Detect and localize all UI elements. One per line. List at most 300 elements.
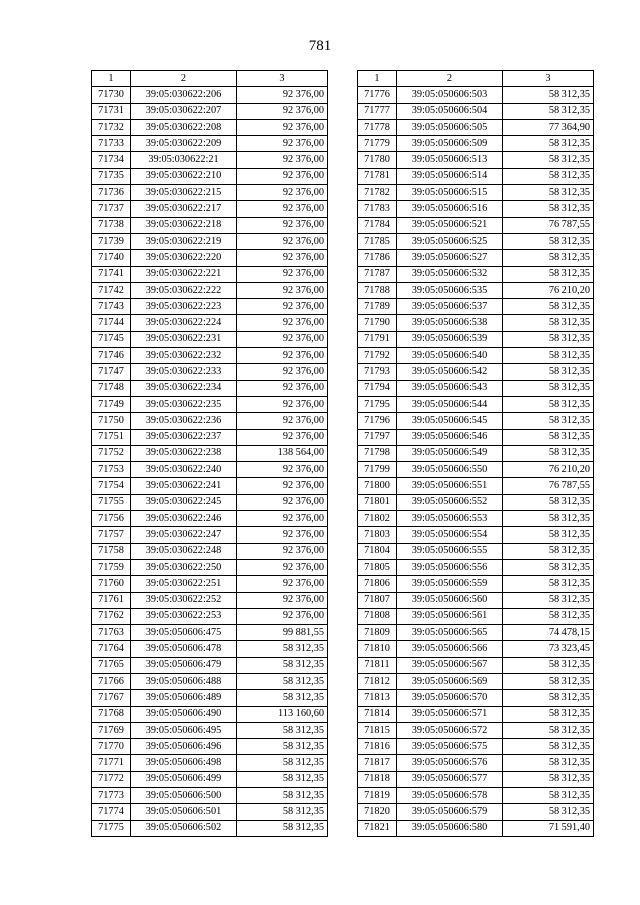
cadastral-value: 58 312,35 [503, 576, 594, 592]
row-number: 71765 [92, 657, 131, 673]
cadastral-number: 39:05:050606:570 [397, 690, 503, 706]
row-number: 71812 [358, 673, 397, 689]
table-row [358, 608, 594, 624]
row-number: 71775 [92, 820, 131, 836]
cadastral-number: 39:05:050606:580 [397, 820, 503, 836]
row-number: 71734 [92, 152, 131, 168]
cadastral-number: 39:05:050606:560 [397, 592, 503, 608]
table-row [92, 592, 328, 608]
row-number: 71800 [358, 478, 397, 494]
cadastral-value: 92 376,00 [237, 185, 328, 201]
cadastral-number: 39:05:030622:223 [131, 299, 237, 315]
cadastral-value: 138 564,00 [237, 445, 328, 461]
cadastral-value: 92 376,00 [237, 380, 328, 396]
cadastral-value: 92 376,00 [237, 299, 328, 315]
cadastral-number: 39:05:030622:218 [131, 217, 237, 233]
cadastral-value: 58 312,35 [503, 348, 594, 364]
cadastral-value: 92 376,00 [237, 250, 328, 266]
row-number: 71747 [92, 364, 131, 380]
cadastral-number: 39:05:030622:237 [131, 429, 237, 445]
table-row [358, 152, 594, 168]
cadastral-value: 92 376,00 [237, 168, 328, 184]
row-number: 71789 [358, 299, 397, 315]
cadastral-number: 39:05:050606:539 [397, 331, 503, 347]
row-number: 71798 [358, 445, 397, 461]
cadastral-value: 92 376,00 [237, 103, 328, 119]
table-row [92, 673, 328, 689]
row-number: 71821 [358, 820, 397, 836]
cadastral-value: 74 478,15 [503, 625, 594, 641]
cadastral-value: 77 364,90 [503, 119, 594, 135]
cadastral-number: 39:05:050606:488 [131, 673, 237, 689]
row-number: 71818 [358, 771, 397, 787]
cadastral-number: 39:05:050606:478 [131, 641, 237, 657]
row-number: 71757 [92, 527, 131, 543]
cadastral-value: 58 312,35 [237, 641, 328, 657]
cadastral-value: 58 312,35 [503, 250, 594, 266]
header-row [358, 71, 594, 87]
table-row [92, 380, 328, 396]
cadastral-number: 39:05:030622:206 [131, 87, 237, 103]
row-number: 71816 [358, 739, 397, 755]
row-number: 71756 [92, 511, 131, 527]
cadastral-number: 39:05:030622:251 [131, 576, 237, 592]
cadastral-value: 92 376,00 [237, 592, 328, 608]
cadastral-value: 92 376,00 [237, 462, 328, 478]
cadastral-number: 39:05:050606:515 [397, 185, 503, 201]
table-row [358, 299, 594, 315]
cadastral-number: 39:05:050606:576 [397, 755, 503, 771]
cadastral-value: 58 312,35 [237, 739, 328, 755]
cadastral-number: 39:05:030622:235 [131, 396, 237, 412]
cadastral-number: 39:05:030622:233 [131, 364, 237, 380]
row-number: 71813 [358, 690, 397, 706]
table-row [92, 445, 328, 461]
row-number: 71763 [92, 625, 131, 641]
cadastral-number: 39:05:050606:556 [397, 559, 503, 575]
cadastral-value: 58 312,35 [503, 804, 594, 820]
cadastral-value: 58 312,35 [503, 429, 594, 445]
table-row [358, 690, 594, 706]
table-row [92, 217, 328, 233]
cadastral-value: 58 312,35 [503, 543, 594, 559]
table-row [358, 413, 594, 429]
row-number: 71732 [92, 119, 131, 135]
row-number: 71773 [92, 788, 131, 804]
table-row [358, 657, 594, 673]
cadastral-value: 58 312,35 [503, 494, 594, 510]
cadastral-value: 58 312,35 [237, 657, 328, 673]
cadastral-number: 39:05:050606:516 [397, 201, 503, 217]
cadastral-number: 39:05:030622:245 [131, 494, 237, 510]
row-number: 71782 [358, 185, 397, 201]
table-row [358, 233, 594, 249]
row-number: 71752 [92, 445, 131, 461]
table-row [358, 673, 594, 689]
cadastral-number: 39:05:050606:501 [131, 804, 237, 820]
cadastral-number: 39:05:050606:504 [397, 103, 503, 119]
table-row [92, 429, 328, 445]
row-number: 71755 [92, 494, 131, 510]
table-row [358, 445, 594, 461]
table-row [358, 250, 594, 266]
row-number: 71814 [358, 706, 397, 722]
table-row [358, 185, 594, 201]
row-number: 71776 [358, 87, 397, 103]
table-row [358, 201, 594, 217]
table-row [92, 233, 328, 249]
row-number: 71737 [92, 201, 131, 217]
cadastral-value: 92 376,00 [237, 331, 328, 347]
cadastral-value: 58 312,35 [503, 445, 594, 461]
cadastral-number: 39:05:030622:209 [131, 136, 237, 152]
cadastral-value: 58 312,35 [503, 413, 594, 429]
cadastral-number: 39:05:030622:232 [131, 348, 237, 364]
table-row [92, 266, 328, 282]
table-row [92, 804, 328, 820]
row-number: 71777 [358, 103, 397, 119]
row-number: 71784 [358, 217, 397, 233]
table-row [358, 706, 594, 722]
cadastral-number: 39:05:030622:238 [131, 445, 237, 461]
cadastral-value: 76 787,55 [503, 478, 594, 494]
table-row [358, 559, 594, 575]
cadastral-value: 58 312,35 [503, 380, 594, 396]
cadastral-value: 58 312,35 [503, 706, 594, 722]
cadastral-value: 58 312,35 [503, 592, 594, 608]
table-row [92, 788, 328, 804]
table-row [358, 739, 594, 755]
cadastral-number: 39:05:050606:513 [397, 152, 503, 168]
cadastral-value: 58 312,35 [503, 185, 594, 201]
row-number: 71820 [358, 804, 397, 820]
row-number: 71792 [358, 348, 397, 364]
table-row [358, 755, 594, 771]
row-number: 71805 [358, 559, 397, 575]
row-number: 71753 [92, 462, 131, 478]
row-number: 71781 [358, 168, 397, 184]
row-number: 71817 [358, 755, 397, 771]
cadastral-value: 58 312,35 [503, 559, 594, 575]
cadastral-value: 92 376,00 [237, 136, 328, 152]
cadastral-value: 58 312,35 [503, 168, 594, 184]
cadastral-number: 39:05:050606:544 [397, 396, 503, 412]
cadastral-number: 39:05:050606:571 [397, 706, 503, 722]
cadastral-number: 39:05:050606:578 [397, 788, 503, 804]
table-row [358, 266, 594, 282]
table-row [358, 478, 594, 494]
table-row [358, 462, 594, 478]
cadastral-value: 76 210,20 [503, 462, 594, 478]
row-number: 71795 [358, 396, 397, 412]
header-col-1: 1 [358, 71, 397, 87]
cadastral-value: 92 376,00 [237, 201, 328, 217]
cadastral-value: 92 376,00 [237, 119, 328, 135]
table-row [358, 429, 594, 445]
table-row [358, 804, 594, 820]
row-number: 71739 [92, 233, 131, 249]
cadastral-number: 39:05:050606:502 [131, 820, 237, 836]
row-number: 71796 [358, 413, 397, 429]
cadastral-number: 39:05:030622:253 [131, 608, 237, 624]
cadastral-number: 39:05:030622:250 [131, 559, 237, 575]
cadastral-value: 73 323,45 [503, 641, 594, 657]
cadastral-number: 39:05:050606:543 [397, 380, 503, 396]
row-number: 71804 [358, 543, 397, 559]
cadastral-value: 92 376,00 [237, 559, 328, 575]
row-number: 71811 [358, 657, 397, 673]
cadastral-number: 39:05:050606:489 [131, 690, 237, 706]
header-col-3: 3 [503, 71, 594, 87]
table-row [92, 299, 328, 315]
table-row [92, 511, 328, 527]
cadastral-number: 39:05:050606:498 [131, 755, 237, 771]
row-number: 71802 [358, 511, 397, 527]
row-number: 71750 [92, 413, 131, 429]
left-table [91, 70, 328, 837]
cadastral-number: 39:05:050606:566 [397, 641, 503, 657]
table-row [92, 396, 328, 412]
right-table [357, 70, 594, 837]
table-row [92, 168, 328, 184]
cadastral-number: 39:05:050606:565 [397, 625, 503, 641]
row-number: 71786 [358, 250, 397, 266]
cadastral-value: 92 376,00 [237, 527, 328, 543]
table-row [358, 103, 594, 119]
cadastral-number: 39:05:050606:542 [397, 364, 503, 380]
table-row [92, 722, 328, 738]
cadastral-value: 58 312,35 [237, 722, 328, 738]
row-number: 71787 [358, 266, 397, 282]
table-row [92, 494, 328, 510]
table-row [358, 168, 594, 184]
row-number: 71766 [92, 673, 131, 689]
row-number: 71771 [92, 755, 131, 771]
table-row [92, 559, 328, 575]
cadastral-number: 39:05:050606:553 [397, 511, 503, 527]
cadastral-number: 39:05:030622:236 [131, 413, 237, 429]
cadastral-value: 58 312,35 [237, 673, 328, 689]
row-number: 71774 [92, 804, 131, 820]
cadastral-value: 92 376,00 [237, 282, 328, 298]
cadastral-number: 39:05:050606:496 [131, 739, 237, 755]
cadastral-value: 58 312,35 [503, 690, 594, 706]
row-number: 71760 [92, 576, 131, 592]
table-row [358, 315, 594, 331]
cadastral-number: 39:05:050606:540 [397, 348, 503, 364]
cadastral-number: 39:05:030622:224 [131, 315, 237, 331]
table-row [358, 282, 594, 298]
table-row [358, 380, 594, 396]
cadastral-number: 39:05:030622:21 [131, 152, 237, 168]
table-row [358, 136, 594, 152]
cadastral-value: 58 312,35 [237, 690, 328, 706]
row-number: 71738 [92, 217, 131, 233]
cadastral-number: 39:05:050606:559 [397, 576, 503, 592]
row-number: 71797 [358, 429, 397, 445]
cadastral-number: 39:05:030622:220 [131, 250, 237, 266]
header-col-3: 3 [237, 71, 328, 87]
table-row [92, 608, 328, 624]
cadastral-number: 39:05:050606:535 [397, 282, 503, 298]
table-row [358, 348, 594, 364]
cadastral-value: 58 312,35 [237, 755, 328, 771]
table-row [358, 641, 594, 657]
cadastral-number: 39:05:030622:241 [131, 478, 237, 494]
table-row [92, 706, 328, 722]
row-number: 71743 [92, 299, 131, 315]
cadastral-number: 39:05:050606:569 [397, 673, 503, 689]
cadastral-value: 58 312,35 [503, 511, 594, 527]
cadastral-value: 92 376,00 [237, 364, 328, 380]
table-row [92, 543, 328, 559]
cadastral-value: 92 376,00 [237, 217, 328, 233]
row-number: 71780 [358, 152, 397, 168]
cadastral-value: 58 312,35 [503, 315, 594, 331]
table-row [92, 755, 328, 771]
cadastral-value: 92 376,00 [237, 478, 328, 494]
cadastral-value: 58 312,35 [503, 657, 594, 673]
cadastral-value: 58 312,35 [237, 804, 328, 820]
cadastral-number: 39:05:050606:500 [131, 788, 237, 804]
cadastral-value: 99 881,55 [237, 625, 328, 641]
cadastral-number: 39:05:050606:495 [131, 722, 237, 738]
row-number: 71815 [358, 722, 397, 738]
cadastral-value: 58 312,35 [503, 608, 594, 624]
cadastral-number: 39:05:050606:555 [397, 543, 503, 559]
table-row [92, 331, 328, 347]
cadastral-number: 39:05:050606:554 [397, 527, 503, 543]
row-number: 71768 [92, 706, 131, 722]
table-row [358, 396, 594, 412]
table-row [92, 119, 328, 135]
table-row [92, 250, 328, 266]
cadastral-value: 58 312,35 [237, 771, 328, 787]
cadastral-number: 39:05:030622:208 [131, 119, 237, 135]
table-row [92, 462, 328, 478]
table-row [92, 282, 328, 298]
table-row [358, 119, 594, 135]
cadastral-value: 58 312,35 [503, 136, 594, 152]
cadastral-value: 58 312,35 [503, 233, 594, 249]
cadastral-value: 58 312,35 [503, 299, 594, 315]
row-number: 71772 [92, 771, 131, 787]
table-row [358, 364, 594, 380]
cadastral-value: 58 312,35 [503, 87, 594, 103]
table-row [358, 217, 594, 233]
table-row [92, 87, 328, 103]
cadastral-value: 92 376,00 [237, 233, 328, 249]
cadastral-number: 39:05:050606:505 [397, 119, 503, 135]
cadastral-number: 39:05:030622:222 [131, 282, 237, 298]
row-number: 71783 [358, 201, 397, 217]
header-row [92, 71, 328, 87]
header-col-2: 2 [131, 71, 237, 87]
row-number: 71803 [358, 527, 397, 543]
cadastral-number: 39:05:030622:217 [131, 201, 237, 217]
table-row [92, 478, 328, 494]
cadastral-number: 39:05:030622:234 [131, 380, 237, 396]
cadastral-value: 58 312,35 [503, 396, 594, 412]
cadastral-value: 58 312,35 [503, 201, 594, 217]
cadastral-value: 92 376,00 [237, 396, 328, 412]
row-number: 71799 [358, 462, 397, 478]
table-row [92, 820, 328, 836]
table-row [358, 576, 594, 592]
cadastral-value: 58 312,35 [503, 266, 594, 282]
cadastral-value: 92 376,00 [237, 315, 328, 331]
cadastral-value: 58 312,35 [237, 820, 328, 836]
row-number: 71801 [358, 494, 397, 510]
row-number: 71764 [92, 641, 131, 657]
row-number: 71808 [358, 608, 397, 624]
cadastral-value: 92 376,00 [237, 543, 328, 559]
cadastral-number: 39:05:050606:509 [397, 136, 503, 152]
row-number: 71770 [92, 739, 131, 755]
table-row [358, 543, 594, 559]
cadastral-number: 39:05:030622:221 [131, 266, 237, 282]
cadastral-number: 39:05:030622:210 [131, 168, 237, 184]
cadastral-value: 58 312,35 [503, 755, 594, 771]
table-row [358, 527, 594, 543]
table-row [358, 625, 594, 641]
cadastral-value: 76 787,55 [503, 217, 594, 233]
cadastral-value: 71 591,40 [503, 820, 594, 836]
row-number: 71788 [358, 282, 397, 298]
row-number: 71791 [358, 331, 397, 347]
table-row [358, 87, 594, 103]
cadastral-value: 92 376,00 [237, 429, 328, 445]
cadastral-number: 39:05:050606:551 [397, 478, 503, 494]
row-number: 71745 [92, 331, 131, 347]
table-row [92, 185, 328, 201]
row-number: 71740 [92, 250, 131, 266]
row-number: 71741 [92, 266, 131, 282]
cadastral-number: 39:05:030622:247 [131, 527, 237, 543]
table-row [358, 722, 594, 738]
table-row [358, 511, 594, 527]
table-row [358, 771, 594, 787]
cadastral-number: 39:05:050606:577 [397, 771, 503, 787]
row-number: 71767 [92, 690, 131, 706]
cadastral-value: 92 376,00 [237, 511, 328, 527]
cadastral-value: 58 312,35 [503, 364, 594, 380]
row-number: 71794 [358, 380, 397, 396]
header-col-1: 1 [92, 71, 131, 87]
page-number: 781 [308, 38, 332, 54]
row-number: 71742 [92, 282, 131, 298]
cadastral-number: 39:05:030622:231 [131, 331, 237, 347]
cadastral-number: 39:05:030622:246 [131, 511, 237, 527]
cadastral-value: 58 312,35 [503, 331, 594, 347]
cadastral-value: 92 376,00 [237, 152, 328, 168]
row-number: 71807 [358, 592, 397, 608]
cadastral-value: 58 312,35 [503, 771, 594, 787]
cadastral-number: 39:05:050606:532 [397, 266, 503, 282]
cadastral-value: 92 376,00 [237, 608, 328, 624]
table-row [92, 103, 328, 119]
table-row [92, 771, 328, 787]
cadastral-number: 39:05:050606:545 [397, 413, 503, 429]
row-number: 71769 [92, 722, 131, 738]
cadastral-number: 39:05:030622:240 [131, 462, 237, 478]
cadastral-value: 92 376,00 [237, 348, 328, 364]
row-number: 71809 [358, 625, 397, 641]
table-row [92, 152, 328, 168]
row-number: 71731 [92, 103, 131, 119]
cadastral-number: 39:05:030622:215 [131, 185, 237, 201]
table-row [358, 820, 594, 836]
